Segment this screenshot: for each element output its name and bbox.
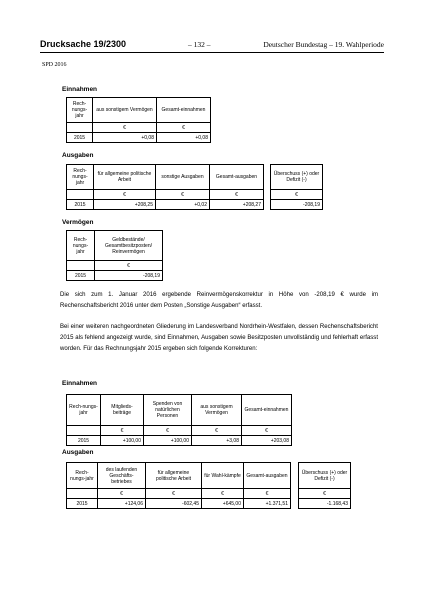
table-header: Rech-nungs-jahr (67, 395, 101, 426)
value-cell: +208,27 (210, 200, 264, 210)
currency-cell: € (299, 489, 351, 499)
value-cell: +3,08 (192, 436, 242, 446)
currency-cell: € (157, 123, 211, 133)
income-table (66, 97, 211, 143)
value-cell: +100,00 (101, 436, 144, 446)
balance-value: -208,19 (271, 200, 323, 210)
currency-cell: € (146, 489, 202, 499)
income-table-2 (66, 394, 292, 446)
page-header (40, 40, 384, 53)
table-header: Gesamt-ausgaben (244, 463, 291, 489)
currency-cell: € (192, 426, 242, 436)
value-cell: +1.371,51 (244, 499, 291, 509)
year-cell: 2015 (67, 200, 94, 210)
table-header: Rech-nungs-jahr (67, 165, 94, 190)
currency-cell: € (156, 190, 210, 200)
value-cell: +0,08 (157, 133, 211, 143)
section-title-expenses-2: Ausgaben (62, 449, 94, 456)
section-title-income: Einnahmen (62, 86, 98, 93)
table-header: Geldbestände/ Gesamtbesitzposten/ Reinvermögen (95, 231, 163, 261)
currency-cell: € (93, 123, 157, 133)
party-label: SPD 2016 (42, 62, 67, 68)
table-header: Spenden von natürlichen Personen (144, 395, 192, 426)
table-cell (67, 426, 101, 436)
expenses-balance-table (270, 164, 323, 210)
currency-cell: € (202, 489, 244, 499)
value-cell: -602,45 (146, 499, 202, 509)
currency-cell: € (95, 261, 163, 271)
balance-value: -1.168,43 (299, 499, 351, 509)
year-cell: 2015 (67, 271, 95, 281)
expenses-balance-table-2 (298, 462, 351, 509)
table-cell (67, 190, 94, 200)
expenses-table-2 (66, 462, 291, 509)
table-header: aus sonstigem Vermögen (192, 395, 242, 426)
currency-cell: € (144, 426, 192, 436)
table-header: sonstige Ausgaben (156, 165, 210, 190)
balance-header: Überschuss (+) oder Defizit (-) (271, 165, 323, 190)
table-header: Mitglieds-beiträge (101, 395, 144, 426)
table-header: Gesamt-ausgaben (210, 165, 264, 190)
value-cell: +124,06 (98, 499, 146, 509)
section-title-income-2: Einnahmen (62, 380, 98, 387)
table-header: aus sonstigem Vermögen (93, 98, 157, 123)
balance-header: Überschuss (+) oder Defizit (-) (299, 463, 351, 489)
value-cell: +645,00 (202, 499, 244, 509)
value-cell: +208,25 (94, 200, 156, 210)
currency-cell: € (101, 426, 144, 436)
section-title-assets: Vermögen (62, 219, 94, 226)
currency-cell: € (98, 489, 146, 499)
document-number: Drucksache 19/2300 (40, 39, 127, 49)
table-header: Gesamt-einnahmen (157, 98, 211, 123)
table-cell (67, 261, 95, 271)
table-header: Rech-nungs-jahr (67, 231, 95, 261)
currency-cell: € (94, 190, 156, 200)
value-cell: -208,19 (95, 271, 163, 281)
currency-cell: € (271, 190, 323, 200)
parliament-period: Deutscher Bundestag – 19. Wahlperiode (263, 40, 384, 49)
section-title-expenses: Ausgaben (62, 152, 94, 159)
year-cell: 2015 (67, 499, 98, 509)
value-cell: +100,00 (144, 436, 192, 446)
currency-cell: € (242, 426, 292, 436)
table-header: für allgemeine politische Arbeit (146, 463, 202, 489)
value-cell: +0,08 (93, 133, 157, 143)
paragraph-correction: Die sich zum 1. Januar 2016 ergebende Reinvermögenskorrektur in Höhe von -208,19 € wurde im Rechenschaftsbericht 2016 unter dem Posten „Sonstige Ausgaben“ erfasst. (60, 292, 378, 309)
value-cell: +203,08 (242, 436, 292, 446)
currency-cell: € (244, 489, 291, 499)
table-header: für allgemeine politische Arbeit (94, 165, 156, 190)
currency-cell: € (210, 190, 264, 200)
year-cell: 2015 (67, 436, 101, 446)
table-header: Rech-nungs-jahr (67, 98, 93, 123)
table-header: des laufenden Geschäfts-betriebes (98, 463, 146, 489)
page-number: – 132 – (188, 40, 211, 49)
value-cell: +0,02 (156, 200, 210, 210)
table-cell (67, 489, 98, 499)
table-header: Gesamt-einnahmen (242, 395, 292, 426)
paragraph-nrw: Bei einer weiteren nachgeordneten Gliederung im Landesverband Nordrhein-Westfalen, dessen Rechenschaftsbericht 2015 als fehlend angezeigt wurde, sind Einnahmen, Ausgaben sowie Besitzposten unvollständig und fehlerhaft erfasst worden. Für das Rechnungsjahr 2015 ergeben sich folgende Korrekturen: (60, 324, 378, 352)
expenses-table (66, 164, 264, 210)
year-cell: 2015 (67, 133, 93, 143)
assets-table (66, 230, 163, 281)
table-cell (67, 123, 93, 133)
table-header: Rech-nungs-jahr (67, 463, 98, 489)
table-header: für Wahl-kämpfe (202, 463, 244, 489)
